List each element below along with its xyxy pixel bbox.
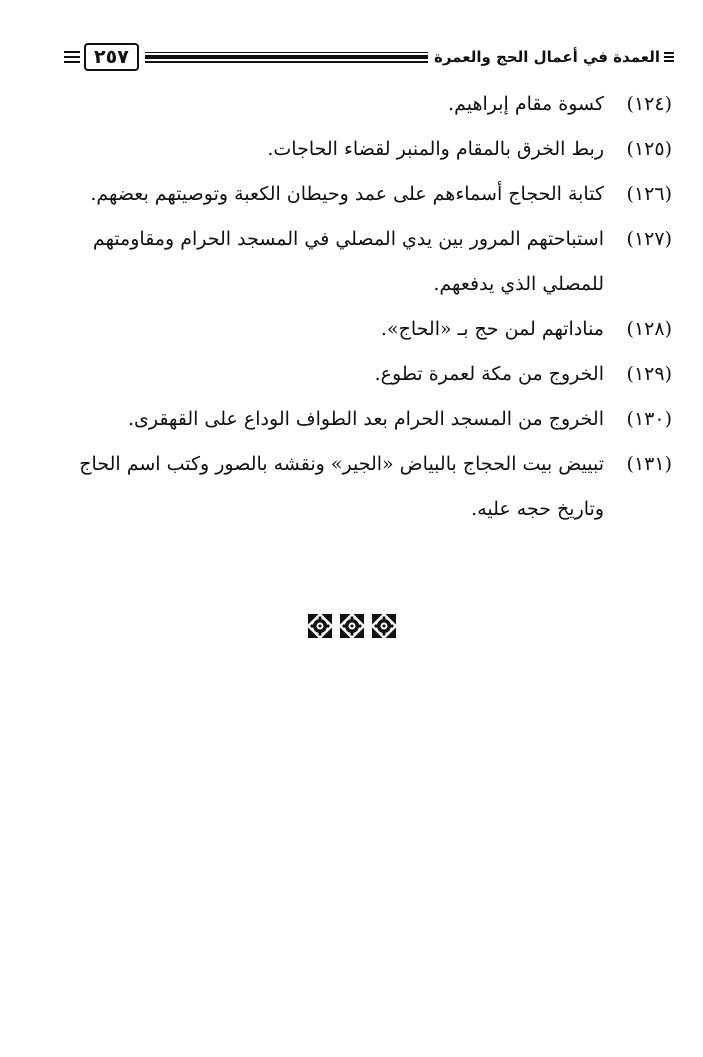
item-text: مناداتهم لمن حج بـ «الحاج».: [380, 318, 604, 340]
list-item: [60, 442, 672, 532]
header-left-bars: [64, 51, 80, 63]
item-text: ربط الخرق بالمقام والمنبر لقضاء الحاجات.: [267, 138, 604, 160]
header-right-mark: [664, 52, 674, 62]
item-number: (١٢٥): [626, 138, 672, 160]
page-header: [64, 42, 674, 72]
floral-ornament-icon: [370, 612, 398, 640]
item-number: (١٢٨): [626, 318, 672, 340]
list-item: [60, 127, 672, 172]
section-end-ornament: [0, 612, 703, 640]
list-item: [60, 217, 672, 307]
list-item: [60, 82, 672, 127]
item-number: (١٢٦): [626, 183, 672, 205]
list-item: [60, 397, 672, 442]
list-item: [60, 172, 672, 217]
floral-ornament-icon: [306, 612, 334, 640]
list-item: [60, 307, 672, 352]
list-item: [60, 352, 672, 397]
item-text: كتابة الحجاج أسماءهم على عمد وحيطان الكعبة وتوصيتهم بعضهم.: [90, 183, 604, 205]
item-number: (١٢٤): [626, 93, 672, 115]
item-text: الخروج من المسجد الحرام بعد الطواف الوداع على القهقرى.: [127, 408, 604, 430]
items-list: [60, 82, 672, 532]
item-text: استباحتهم المرور بين يدي المصلي في المسجد الحرام ومقاومتهم للمصلي الذي يدفعهم.: [92, 228, 604, 295]
page-number: ٢٥٧: [84, 43, 139, 71]
item-number: (١٣٠): [626, 408, 672, 430]
running-title: العمدة في أعمال الحج والعمرة: [434, 48, 660, 66]
item-number: (١٣١): [626, 453, 672, 475]
item-text: كسوة مقام إبراهيم.: [448, 93, 604, 115]
floral-ornament-icon: [338, 612, 366, 640]
header-rule: [145, 52, 428, 63]
item-number: (١٢٧): [626, 228, 672, 250]
item-text: تبييض بيت الحجاج بالبياض «الجير» ونقشه بالصور وكتب اسم الحاج وتاريخ حجه عليه.: [79, 453, 604, 520]
item-number: (١٢٩): [626, 363, 672, 385]
item-text: الخروج من مكة لعمرة تطوع.: [374, 363, 604, 385]
